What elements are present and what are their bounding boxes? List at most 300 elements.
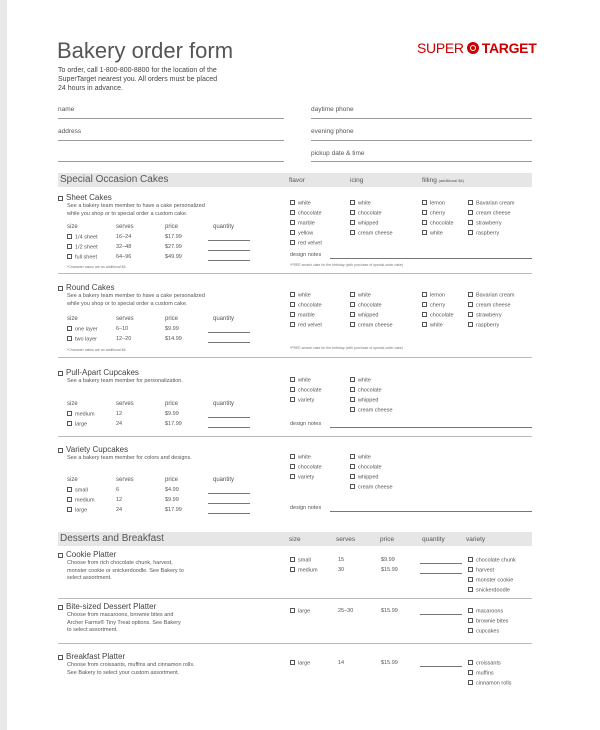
col-serves: serves (116, 224, 134, 230)
option-label: chocolate (298, 464, 322, 471)
price-value: $17.99 (165, 421, 182, 427)
checkbox[interactable] (290, 557, 295, 562)
option-label: chocolate (358, 387, 382, 394)
intro-line: 24 hours in advance. (58, 85, 123, 92)
evening-phone-field[interactable] (311, 140, 532, 141)
breakfast-platter-label: Breakfast Platter (66, 652, 126, 661)
checkbox[interactable] (290, 200, 295, 205)
icing-option[interactable] (350, 220, 379, 227)
section-title: Desserts and Breakfast (60, 533, 164, 544)
checkbox[interactable] (422, 220, 427, 225)
filling-option[interactable] (468, 230, 499, 237)
logo-target-text: TARGET (481, 40, 537, 56)
option-label: croissants (476, 660, 501, 667)
price-value: $15.99 (381, 660, 398, 666)
design-notes-input[interactable] (330, 511, 532, 512)
size-option[interactable] (67, 326, 98, 333)
option-label: lemon (430, 200, 445, 207)
size-label: one layer (75, 326, 98, 333)
checkbox[interactable] (350, 210, 355, 215)
option-label: raspberry (476, 230, 500, 237)
breakfast-platter-title[interactable] (58, 652, 125, 661)
filling-option[interactable] (422, 322, 443, 329)
quantity-input[interactable] (208, 513, 250, 514)
size-option[interactable] (67, 497, 95, 504)
col-filling-label: filling (422, 177, 437, 184)
size-option[interactable] (290, 660, 310, 667)
design-notes-input[interactable] (330, 427, 532, 428)
serves-value: 24 (116, 507, 123, 513)
option-label: white (298, 292, 311, 299)
checkbox[interactable] (350, 292, 355, 297)
option-label: monster cookie (476, 577, 514, 584)
icing-option[interactable] (350, 474, 379, 481)
flavor-option[interactable] (290, 240, 322, 247)
checkbox[interactable] (468, 608, 473, 613)
checkbox[interactable] (58, 655, 63, 660)
icing-option[interactable] (350, 322, 393, 329)
size-option[interactable] (67, 411, 95, 418)
checkbox[interactable] (350, 230, 355, 235)
quantity-input[interactable] (420, 563, 462, 564)
desc-line: See Bakery to select your custom assortment. (67, 669, 180, 676)
variety-option[interactable] (468, 680, 511, 687)
size-label: 1/2 sheet (75, 244, 98, 251)
size-option[interactable] (67, 421, 87, 428)
desc-line: monster cookie or snickerdoodle. See Bakery to (67, 567, 184, 574)
checkbox[interactable] (422, 312, 427, 317)
price-value: $9.99 (165, 326, 179, 332)
size-label: full sheet (75, 254, 98, 261)
checkbox[interactable] (422, 302, 427, 307)
filling-option[interactable] (468, 312, 502, 319)
name-label: name (58, 106, 75, 113)
checkbox[interactable] (67, 244, 72, 249)
flavor-option[interactable] (290, 230, 313, 237)
filling-option[interactable] (422, 302, 445, 309)
design-notes-label: design notes (290, 505, 322, 511)
icing-option[interactable] (350, 210, 382, 217)
price-value: $14.99 (165, 336, 182, 342)
checkbox[interactable] (468, 230, 473, 235)
variety-option[interactable] (468, 587, 510, 594)
filling-option[interactable] (422, 312, 454, 319)
checkbox[interactable] (58, 371, 63, 376)
checkbox[interactable] (290, 660, 295, 665)
daytime-phone-label: daytime phone (311, 106, 354, 113)
icing-option[interactable] (350, 312, 379, 319)
quantity-input[interactable] (208, 260, 250, 261)
quantity-input[interactable] (208, 240, 250, 241)
flavor-option[interactable] (290, 312, 315, 319)
checkbox[interactable] (67, 411, 72, 416)
size-label: small (75, 487, 88, 494)
dessert-platter-label: Bite-sized Dessert Platter (66, 602, 157, 611)
desc-line: See a bakery team member to have a cake personalized (67, 203, 205, 209)
round-cakes-desc (67, 293, 205, 308)
quantity-input[interactable] (420, 573, 462, 574)
icing-option[interactable] (350, 454, 371, 461)
checkbox[interactable] (290, 322, 295, 327)
flavor-option[interactable] (290, 322, 322, 329)
icing-option[interactable] (350, 302, 382, 309)
breakfast-platter-desc (67, 662, 195, 677)
price-value: $15.99 (381, 608, 398, 614)
free-smash-note: *FREE smash cake for the birthday (with purchase of special-order cake) (290, 263, 404, 267)
checkbox[interactable] (290, 464, 295, 469)
col-price: price (165, 316, 179, 322)
size-label: large (298, 608, 311, 615)
checkbox[interactable] (67, 254, 72, 259)
checkbox[interactable] (350, 397, 355, 402)
quantity-input[interactable] (208, 427, 250, 428)
col-quantity: quantity (213, 477, 235, 483)
sheet-cakes-title[interactable] (58, 193, 112, 202)
checkbox[interactable] (350, 200, 355, 205)
checkbox[interactable] (290, 608, 295, 613)
option-label: whipped (358, 474, 379, 481)
checkbox[interactable] (58, 553, 63, 558)
daytime-phone-field[interactable] (311, 118, 532, 119)
character-footnote: *Character cakes are an additional $6 (67, 265, 126, 269)
price-value: $9.99 (165, 497, 179, 503)
checkbox[interactable] (350, 407, 355, 412)
checkbox[interactable] (468, 220, 473, 225)
checkbox[interactable] (67, 487, 72, 492)
variety-option[interactable] (468, 660, 501, 667)
price-value: $17.99 (165, 507, 182, 513)
flavor-option[interactable] (290, 200, 311, 207)
col-serves: serves (116, 401, 134, 407)
filling-option[interactable] (422, 210, 445, 217)
size-label: large (75, 421, 88, 428)
flavor-option[interactable] (290, 292, 311, 299)
col-size: size (289, 536, 301, 543)
address-field-line-2[interactable] (58, 161, 284, 162)
checkbox[interactable] (422, 200, 427, 205)
size-option[interactable] (290, 557, 311, 564)
serves-value: 14 (338, 660, 345, 666)
filling-option[interactable] (468, 200, 515, 207)
checkbox[interactable] (468, 322, 473, 327)
col-quantity: quantity (213, 316, 235, 322)
checkbox[interactable] (58, 196, 63, 201)
pickup-field[interactable] (311, 161, 532, 162)
checkbox[interactable] (422, 210, 427, 215)
divider (58, 357, 532, 358)
size-label: large (298, 660, 311, 667)
serves-value: 25–30 (338, 608, 354, 614)
quantity-input[interactable] (208, 503, 250, 504)
option-label: chocolate (358, 464, 382, 471)
serves-value: 16–24 (116, 234, 132, 240)
option-label: yellow (298, 230, 314, 237)
size-label: large (75, 507, 88, 514)
checkbox[interactable] (290, 377, 295, 382)
option-label: white (358, 454, 371, 461)
checkbox[interactable] (290, 220, 295, 225)
checkbox[interactable] (58, 286, 63, 291)
flavor-option[interactable] (290, 397, 314, 404)
option-label: cherry (430, 302, 446, 309)
option-label: white (298, 454, 311, 461)
pickup-label: pickup date & time (311, 150, 365, 157)
address-field[interactable] (58, 140, 284, 141)
checkbox[interactable] (67, 326, 72, 331)
filling-option[interactable] (422, 220, 454, 227)
option-label: white (358, 200, 371, 207)
checkbox[interactable] (468, 680, 473, 685)
bullseye-icon (467, 42, 479, 54)
icing-option[interactable] (350, 397, 379, 404)
size-option[interactable] (67, 507, 87, 514)
checkbox[interactable] (290, 474, 295, 479)
option-label: marble (298, 220, 315, 227)
checkbox[interactable] (468, 587, 473, 592)
col-icing: icing (350, 177, 364, 184)
serves-value: 32–48 (116, 244, 132, 250)
checkbox[interactable] (468, 660, 473, 665)
serves-value: 6 (116, 487, 120, 493)
checkbox[interactable] (350, 302, 355, 307)
filling-option[interactable] (422, 200, 445, 207)
checkbox[interactable] (67, 336, 72, 341)
filling-option[interactable] (468, 322, 499, 329)
price-value: $4.99 (165, 487, 179, 493)
checkbox[interactable] (350, 387, 355, 392)
checkbox[interactable] (468, 577, 473, 582)
name-field[interactable] (58, 118, 284, 119)
filling-option[interactable] (422, 230, 443, 237)
serves-value: 12–20 (116, 336, 132, 342)
desc-line: to select assortment. (67, 627, 118, 633)
flavor-option[interactable] (290, 377, 311, 384)
intro-line: To order, call 1-800-800-8800 for the location of the (58, 67, 217, 74)
option-label: chocolate chunk (476, 557, 516, 564)
filling-option[interactable] (422, 292, 445, 299)
desc-line: while you shop or to special order a custom cake. (67, 210, 188, 217)
option-label: chocolate (430, 220, 454, 227)
size-option[interactable] (290, 608, 310, 615)
option-label: macaroons (476, 608, 504, 615)
quantity-input[interactable] (208, 250, 250, 251)
option-label: whipped (358, 220, 379, 227)
variety-option[interactable] (468, 628, 499, 635)
size-option[interactable] (290, 567, 318, 574)
design-notes-input[interactable] (330, 258, 532, 259)
option-label: chocolate (358, 302, 382, 309)
checkbox[interactable] (67, 421, 72, 426)
option-label: brownie bites (476, 618, 509, 625)
icing-option[interactable] (350, 292, 371, 299)
intro-text (58, 66, 298, 93)
option-label: raspberry (476, 322, 500, 329)
quantity-input[interactable] (420, 614, 462, 615)
size-option[interactable] (67, 487, 88, 494)
checkbox[interactable] (67, 497, 72, 502)
checkbox[interactable] (67, 234, 72, 239)
col-variety: variety (466, 536, 486, 543)
option-label: white (430, 230, 443, 237)
checkbox[interactable] (468, 292, 473, 297)
variety-cupcakes-desc (67, 455, 192, 463)
checkbox[interactable] (422, 230, 427, 235)
checkbox[interactable] (290, 302, 295, 307)
checkbox[interactable] (468, 670, 473, 675)
checkbox[interactable] (350, 474, 355, 479)
checkbox[interactable] (290, 387, 295, 392)
icing-option[interactable] (350, 484, 393, 491)
flavor-option[interactable] (290, 220, 315, 227)
col-filling-note: (additional $4) (438, 178, 464, 183)
option-label: muffins (476, 670, 494, 677)
variety-option[interactable] (468, 670, 494, 677)
flavor-option[interactable] (290, 474, 314, 481)
col-price: price (165, 401, 179, 407)
size-option[interactable] (67, 336, 97, 343)
col-size: size (67, 401, 78, 407)
checkbox[interactable] (350, 454, 355, 459)
size-option[interactable] (67, 234, 98, 241)
checkbox[interactable] (350, 377, 355, 382)
desc-line: See a bakery team member for colors and designs. (67, 455, 192, 461)
filling-option[interactable] (468, 210, 511, 217)
option-label: cream cheese (476, 302, 511, 309)
sheet-cakes-label: Sheet Cakes (66, 193, 112, 202)
quantity-input[interactable] (208, 342, 250, 343)
option-label: chocolate (298, 210, 322, 217)
option-label: cinnamon rolls (476, 680, 512, 687)
character-footnote: *Character cakes are an additional $6 (67, 348, 126, 352)
flavor-option[interactable] (290, 454, 311, 461)
checkbox[interactable] (468, 567, 473, 572)
serves-value: 64–96 (116, 254, 132, 260)
flavor-option[interactable] (290, 387, 322, 394)
flavor-option[interactable] (290, 302, 322, 309)
checkbox[interactable] (350, 484, 355, 489)
divider (58, 436, 532, 437)
icing-option[interactable] (350, 407, 393, 414)
variety-option[interactable] (468, 567, 494, 574)
cookie-platter-desc (67, 560, 184, 583)
checkbox[interactable] (290, 210, 295, 215)
checkbox[interactable] (290, 292, 295, 297)
variety-option[interactable] (468, 557, 516, 564)
icing-option[interactable] (350, 200, 371, 207)
flavor-option[interactable] (290, 210, 322, 217)
pull-apart-cupcakes-title[interactable] (58, 368, 139, 377)
checkbox[interactable] (290, 454, 295, 459)
design-notes-label: design notes (290, 252, 322, 258)
desc-line: See a bakery team member for personalization. (67, 378, 183, 384)
checkbox[interactable] (290, 397, 295, 402)
checkbox[interactable] (468, 200, 473, 205)
icing-option[interactable] (350, 377, 371, 384)
checkbox[interactable] (290, 240, 295, 245)
dessert-platter-title[interactable] (58, 602, 156, 611)
checkbox[interactable] (58, 605, 63, 610)
desserts-breakfast-header (58, 532, 532, 546)
filling-option[interactable] (468, 220, 502, 227)
col-size: size (67, 477, 78, 483)
option-label: whipped (358, 312, 379, 319)
variety-cupcakes-title[interactable] (58, 445, 128, 454)
divider (58, 643, 532, 644)
checkbox[interactable] (468, 618, 473, 623)
size-option[interactable] (67, 254, 97, 261)
checkbox[interactable] (350, 322, 355, 327)
icing-option[interactable] (350, 464, 382, 471)
pull-apart-label: Pull-Apart Cupcakes (66, 368, 139, 377)
price-value: $27.99 (165, 244, 182, 250)
price-value: $9.99 (165, 411, 179, 417)
size-label: medium (75, 411, 95, 418)
checkbox[interactable] (468, 628, 473, 633)
checkbox[interactable] (290, 312, 295, 317)
checkbox[interactable] (290, 230, 295, 235)
option-label: chocolate (430, 312, 454, 319)
checkbox[interactable] (290, 567, 295, 572)
checkbox[interactable] (422, 322, 427, 327)
size-label: medium (298, 567, 318, 574)
quantity-input[interactable] (420, 666, 462, 667)
option-label: chocolate (298, 302, 322, 309)
filling-option[interactable] (468, 292, 515, 299)
checkbox[interactable] (58, 448, 63, 453)
icing-option[interactable] (350, 387, 382, 394)
filling-option[interactable] (468, 302, 511, 309)
size-option[interactable] (67, 244, 98, 251)
option-label: red velvet (298, 240, 322, 247)
checkbox[interactable] (350, 220, 355, 225)
round-cakes-title[interactable] (58, 283, 114, 292)
checkbox[interactable] (468, 210, 473, 215)
desc-line: See a bakery team member to have a cake personalized (67, 293, 205, 299)
checkbox[interactable] (468, 557, 473, 562)
variety-option[interactable] (468, 577, 513, 584)
option-label: chocolate (358, 210, 382, 217)
checkbox[interactable] (350, 464, 355, 469)
checkbox[interactable] (350, 312, 355, 317)
col-size: size (67, 224, 78, 230)
col-serves: serves (116, 316, 134, 322)
serves-value: 30 (338, 567, 345, 573)
price-value: $49.99 (165, 254, 182, 260)
col-price: price (380, 536, 395, 543)
icing-option[interactable] (350, 230, 393, 237)
variety-option[interactable] (468, 608, 503, 615)
quantity-input[interactable] (208, 332, 250, 333)
variety-option[interactable] (468, 618, 508, 625)
quantity-input[interactable] (208, 417, 250, 418)
checkbox[interactable] (468, 312, 473, 317)
option-label: Bavarian cream (476, 200, 515, 207)
checkbox[interactable] (67, 507, 72, 512)
option-label: variety (298, 474, 315, 481)
option-label: Bavarian cream (476, 292, 515, 299)
cookie-platter-title[interactable] (58, 550, 116, 559)
checkbox[interactable] (468, 302, 473, 307)
option-label: chocolate (298, 387, 322, 394)
quantity-input[interactable] (208, 493, 250, 494)
flavor-option[interactable] (290, 464, 322, 471)
intro-line: SuperTarget nearest you. All orders must be placed (58, 76, 218, 83)
checkbox[interactable] (422, 292, 427, 297)
free-smash-note: *FREE smash cake for the birthday (with purchase of special-order cake) (290, 346, 404, 350)
option-label: cream cheese (358, 230, 393, 237)
col-quantity: quantity (213, 224, 235, 230)
option-label: white (298, 200, 311, 207)
